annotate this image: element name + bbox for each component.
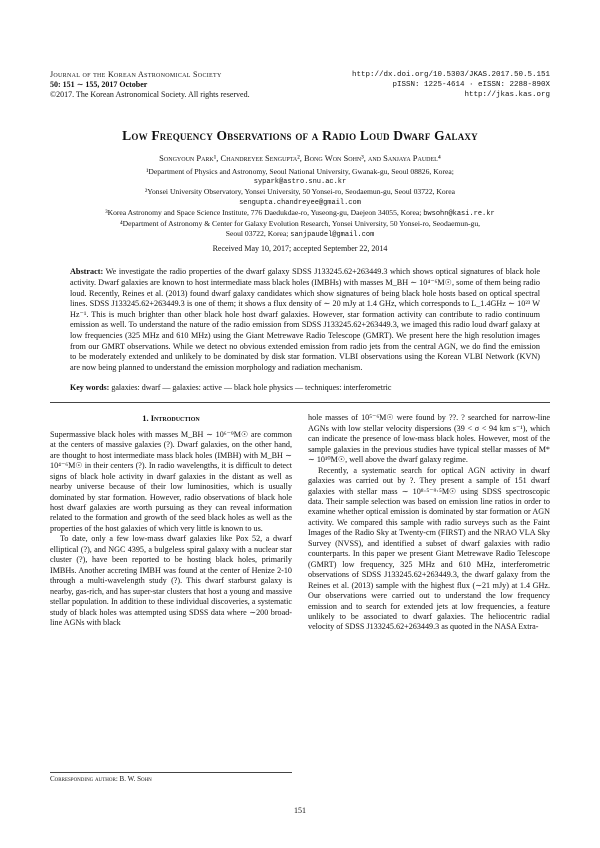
author-list: Songyoun Park¹, Chandreyee Sengupta², Bong Won Sohn³, and Sanjaya Paudel⁴ bbox=[159, 153, 441, 163]
keywords-label: Key words: bbox=[70, 383, 110, 393]
journal-copyright: ©2017. The Korean Astronomical Society. All rights reserved. bbox=[50, 90, 250, 99]
affiliation-2-email[interactable]: sengupta.chandreyee@gmail.com bbox=[239, 198, 361, 207]
intro-paragraph-3: hole masses of 10⁵⁻⁶M☉ were found by ??. ? searched for narrow-line AGNs with low stellar velocity dispersions (39 < σ < 94 km s⁻¹), which can indicate the presence of low-mass black holes. However, most of the sample galaxies in the previous studies have typical stellar masses of M* ∼ 10¹⁰M☉, well above the dwarf galaxy regime. bbox=[308, 413, 550, 465]
section-heading: 1. Introduction bbox=[142, 413, 200, 424]
affiliation-3 bbox=[50, 208, 550, 219]
issn-text: pISSN: 1225-4614 · eISSN: 2288-890X bbox=[392, 81, 550, 89]
corresponding-author-footnote: Corresponding author: B. W. Sohn bbox=[50, 772, 292, 783]
intro-paragraph-2: To date, only a few low-mass dwarf galaxies like Pox 52, a dwarf elliptical (?), and NGC 4395, a bulgeless spiral galaxy with a nuclear star cluster (?), have been reported to be hosting black holes, primarily IMBHs. Another accreting IMBH was found at the center of Henize 2-10 through a multi-wavelength study (?). This dwarf starburst galaxy is nearby, gas-rich, and has super-star clusters that host a young and massive stellar population. In addition to these individual discoveries, a systematic study of black holes was attempted using SDSS data where ∼200 broad-line AGNs with black bbox=[50, 534, 292, 627]
affiliation-2: ²Yonsei University Observatory, Yonsei University, 50 Yonsei-ro, Seodaemun-gu, Seoul 03722, Korea bbox=[145, 187, 455, 197]
header-divider bbox=[50, 402, 550, 403]
abstract bbox=[70, 267, 540, 373]
affiliation-3-email[interactable]: bwsohn@kasi.re.kr bbox=[423, 209, 495, 218]
affiliation-1-email[interactable]: sypark@astro.snu.ac.kr bbox=[253, 178, 347, 187]
journal-header bbox=[50, 70, 550, 100]
abstract-label: Abstract: bbox=[70, 267, 104, 277]
intro-paragraph-4: Recently, a systematic search for optical AGN activity in dwarf galaxies was carried out by ?. They present a sample of 151 dwarf galaxies with stellar mass ∼ 10⁸·⁵⁻⁹·⁵M☉ using SDSS spectroscopic data. Their sample selection was based on emission line ratios in order to examine whether optical emission is dominated by star formation or AGN activity. We compared this sample with radio surveys such as the Faint Images of the Radio Sky at Twenty-cm (FIRST) and the NRAO VLA Sky Survey (NVSS), and identified a subset of dwarf galaxies with radio counterparts. In this paper we present Giant Metrewave Radio Telescope (GMRT) low frequency, 325 MHz and 610 MHz, interferometric observations of SDSS J133245.62+263449.3, the dwarf galaxy from the Reines et al. (2013) sample with the highest flux (∼21 mJy) at 1.4 GHz. Our observations were carried out to understand the low frequency emission and to search for extended jets at low frequencies, a feature unlikely to be associated to dwarf galaxies. The heliocentric radial velocity of SDSS J133245.62+263449.3 as quoted in the NASA Extra- bbox=[308, 465, 550, 632]
journal-links bbox=[352, 70, 550, 100]
body-columns bbox=[50, 413, 550, 633]
affiliation-4-text: Seoul 03722, Korea; bbox=[225, 229, 289, 239]
keywords bbox=[70, 383, 540, 392]
left-column bbox=[50, 413, 292, 633]
journal-name: Journal of the Korean Astronomical Society bbox=[50, 70, 222, 79]
paper-title: Low Frequency Observations of a Radio Loud Dwarf Galaxy bbox=[122, 128, 478, 143]
affiliation-3-text: ³Korea Astronomy and Space Science Institute, 776 Daedukdae-ro, Yuseong-gu, Daejeon 34055, Korea; bbox=[105, 207, 422, 217]
intro-paragraph-1: Supermassive black holes with masses M_BH ∼ 10⁶⁻⁹M☉ are common at the centers of massive galaxies (?). Dwarf galaxies, on the other hand, are thought to host intermediate mass black holes (IMBH) with M_BH ∼ 10⁴⁻⁶M☉ in their centers (?). In radio wavelengths, it is difficult to detect signs of black hole activity in dwarf galaxies in the distant as well as nearby universe because of their low luminosities, which is usually dominated by star formation. However, radio observations of black hole host dwarf galaxies are worth pursuing as they can reveal information related to the formation and growth of the seed black holes as well as the properties of the host galaxies of which very little is known to us. bbox=[50, 429, 292, 533]
affiliation-4-email[interactable]: sanjpaudel@gmail.com bbox=[290, 231, 375, 240]
journal-info bbox=[50, 70, 250, 100]
right-column bbox=[308, 413, 550, 633]
affiliation-1: ¹Department of Physics and Astronomy, Seoul National University, Gwanak-gu, Seoul 08826, Korea; bbox=[146, 167, 454, 176]
doi-link[interactable]: http://dx.doi.org/10.5303/JKAS.2017.50.5.151 bbox=[351, 71, 550, 79]
affiliation-4-cont bbox=[50, 229, 550, 240]
affiliation-4: ⁴Department of Astronomy & Center for Galaxy Evolution Research, Yonsei University, 50 Yonsei-ro, Seodaemun-gu, bbox=[119, 219, 481, 229]
keywords-text: galaxies: dwarf — galaxies: active — black hole physics — techniques: interferometric bbox=[111, 383, 392, 393]
journal-url-link[interactable]: http://jkas.kas.org bbox=[464, 91, 550, 99]
affiliations bbox=[50, 167, 550, 240]
journal-volume: 50: 151 ∼ 155, 2017 October bbox=[50, 80, 148, 89]
abstract-text: We investigate the radio properties of the dwarf galaxy SDSS J133245.62+263449.3 which shows optical signatures of black hole activity. Dwarf galaxies are known to host intermediate mass black holes (IMBHs) with masses M_BH ∼ 10⁴⁻⁶M☉, some of them being radio loud. Recently, Reines et al. (2013) found dwarf galaxy candidates which show signatures of being black hole hosts based on optical spectral lines. SDSS J133245.62+263449.3 is one of them; it shows a flux density of ∼ 20 mJy at 1.4 GHz, which corresponds to L_1.4GHz ∼ 10²³ W Hz⁻¹. This is much brighter than other black hole host dwarf galaxies. However, star formation activity can contribute to radio continuum emission as well. To understand the nature of the radio emission from SDSS J133245.62+263449.3, we imaged this radio loud dwarf galaxy at low frequencies (325 MHz and 610 MHz) using the Giant Metrewave Radio Telescope (GMRT). We present here the high resolution images from our GMRT observations. While we detect no obvious extended emission from radio jets from the central AGN, we do find the emission to be moderately extended and unlikely to be dominated by disk star formation. VLBI observations using the Korean VLBI Network (KVN) are now being planned to understand the emission morphology and radiation mechanism. bbox=[70, 267, 540, 372]
received-dates: Received May 10, 2017; accepted September 22, 2014 bbox=[212, 244, 388, 254]
page-number: 151 bbox=[294, 806, 306, 815]
